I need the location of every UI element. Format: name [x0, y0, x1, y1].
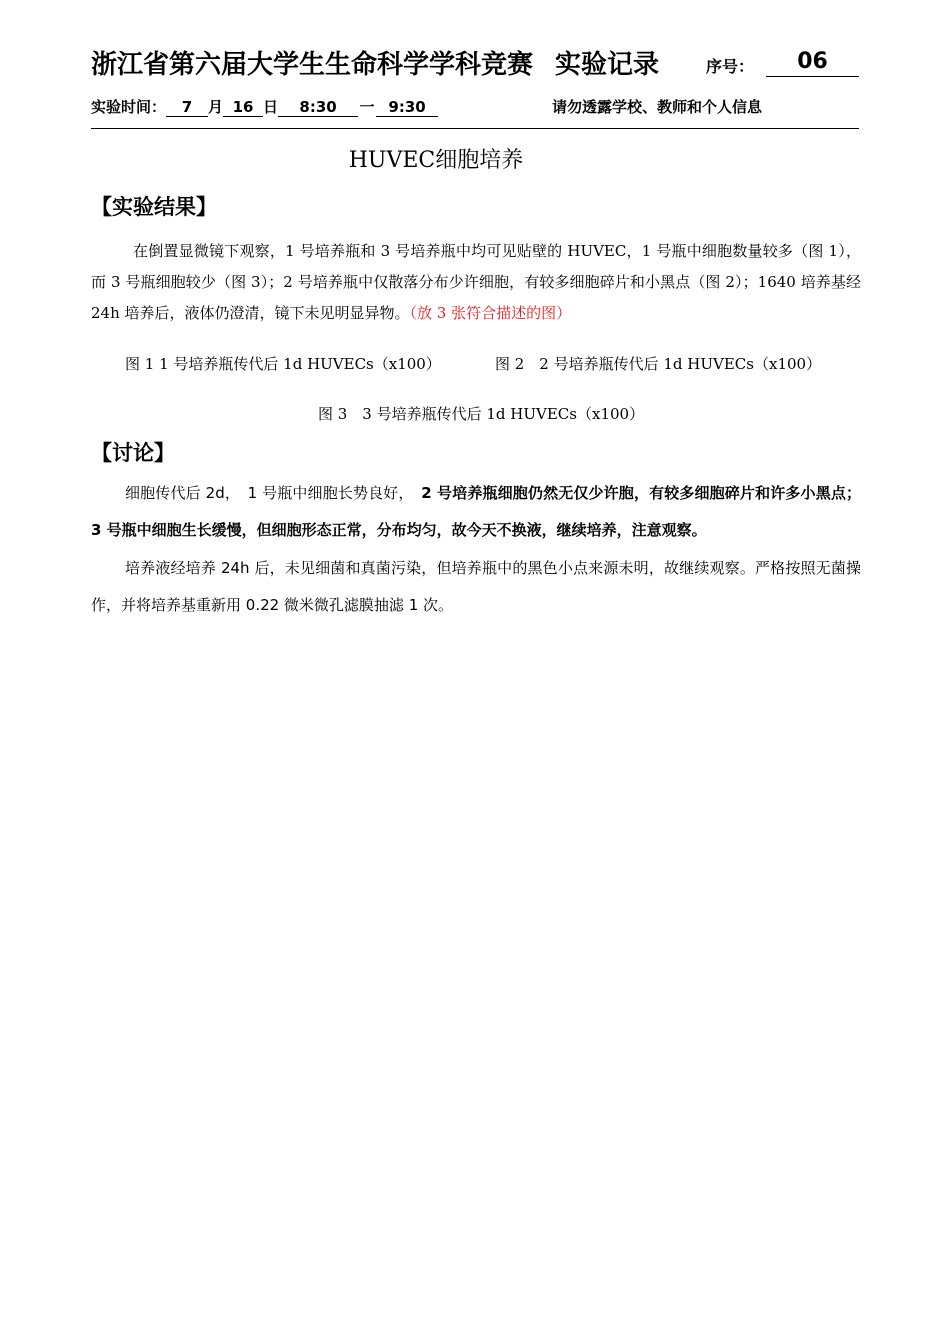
figure-caption-3: 图 3 3 号培养瓶传代后 1d HUVECs（x100）	[318, 405, 645, 423]
discussion-paragraph-2: 培养液经培养 24h 后，未见细菌和真菌污染，但培养瓶中的黑色小点来源未明，故继续观察。严格按照无菌操作，并将培养基重新用 0.22 微米微孔滤膜抽滤 1 次。	[91, 559, 861, 614]
month-unit: 月	[208, 98, 224, 116]
results-text: 在倒置显微镜下观察，1 号培养瓶和 3 号培养瓶中均可见贴壁的 HUVEC，1 号瓶中细胞数量较多（图 1），而 3 号瓶细胞较少（图 3）；2 号培养瓶中仅散落分布少许细胞，有较多细胞碎片和小黑点（图 2）；1640 培养基经 24h 培养后，液体仍澄清，镜下未见明显异物。	[91, 242, 861, 322]
time-dash: 一	[359, 98, 375, 116]
time-label: 实验时间：	[91, 98, 167, 116]
results-paragraph	[91, 236, 861, 329]
start-time-value: 8:30	[278, 98, 358, 117]
figure-caption-1: 图 1 1 号培养瓶传代后 1d HUVECs（x100）	[125, 355, 441, 373]
competition-name: 浙江省第六届大学生生命科学学科竞赛	[91, 50, 534, 80]
day-unit: 日	[263, 98, 279, 116]
discussion-p1-normal: 细胞传代后 2d， 1 号瓶中细胞长势良好，	[125, 484, 422, 502]
header-divider	[91, 128, 859, 129]
serial-number-value: 06	[766, 48, 859, 77]
day-value: 16	[223, 98, 263, 117]
results-heading: 【实验结果】	[91, 195, 217, 219]
document-title-text: HUVEC细胞培养	[348, 148, 524, 173]
document-title	[0, 143, 950, 174]
image-placeholder-note: （放 3 张符合描述的图）	[409, 304, 572, 322]
privacy-note: 请勿透露学校、教师和个人信息	[552, 98, 763, 116]
serial-number-label: 序号：	[706, 57, 755, 76]
discussion-heading: 【讨论】	[91, 441, 175, 465]
month-value: 7	[166, 98, 208, 117]
figure-caption-2: 图 2 2 号培养瓶传代后 1d HUVECs（x100）	[495, 355, 822, 373]
record-type: 实验记录	[555, 50, 660, 80]
end-time-value: 9:30	[376, 98, 438, 117]
discussion-p1-bold: 2 号培养瓶细胞仍然无仅少许胞，有较多细胞碎片和许多小黑点；3 号瓶中细胞生长缓慢，但细胞形态正常，分布均匀，故今天不换液，继续培养，注意观察。	[91, 484, 861, 539]
competition-title	[91, 44, 659, 81]
discussion-paragraph-1	[91, 475, 861, 549]
experiment-time	[91, 96, 438, 117]
